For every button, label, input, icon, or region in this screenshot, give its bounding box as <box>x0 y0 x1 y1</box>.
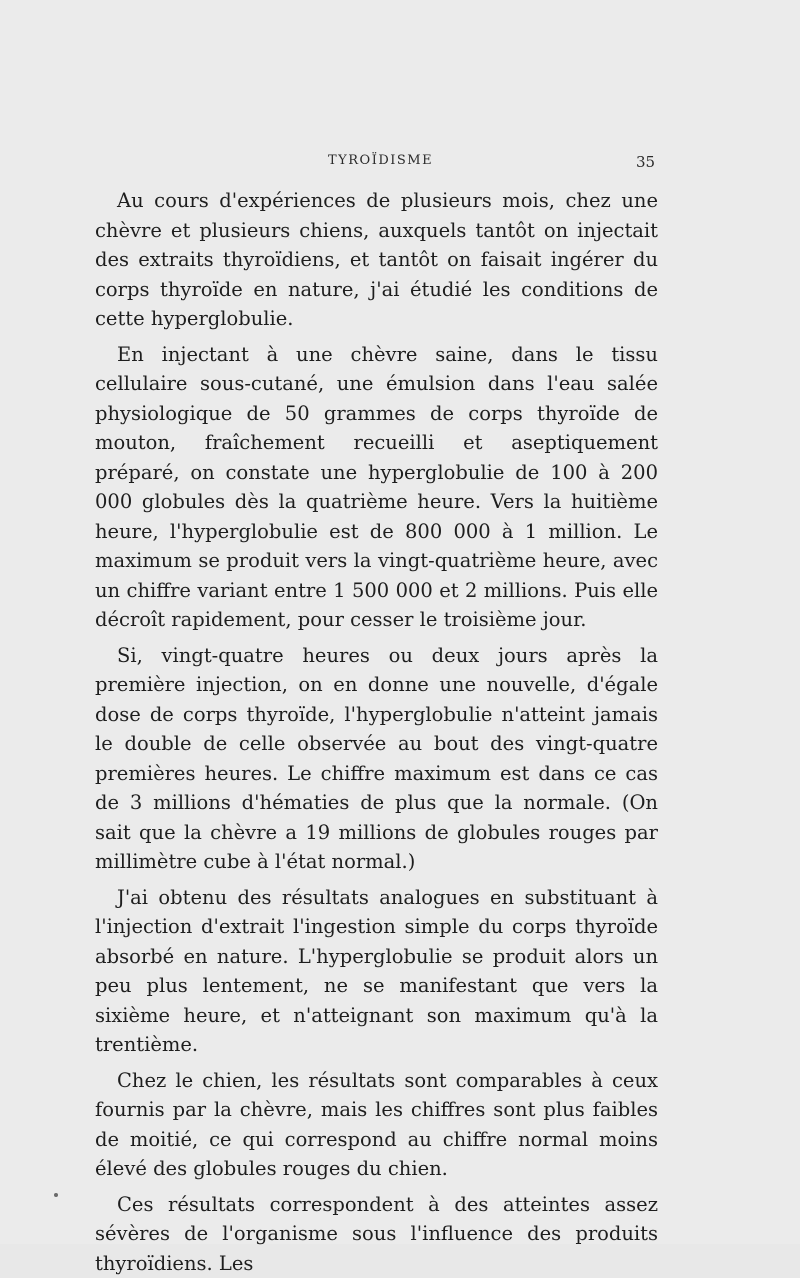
body-text <box>95 186 658 1278</box>
paragraph-5: Chez le chien, les résultats sont comparables à ceux fournis par la chèvre, mais les chiffres sont plus faibles de moitié, ce qui correspond au chiffre normal moins élevé des globules rouges du chien. <box>95 1066 658 1184</box>
paragraph-3: Si, vingt-quatre heures ou deux jours après la première injection, on en donne une nouvelle, d'égale dose de corps thyroïde, l'hyperglobulie n'atteint jamais le double de celle observée au bout des vingt-quatre premières heures. Le chiffre maximum est dans ce cas de 3 millions d'hématies de plus que la normale. (On sait que la chèvre a 19 millions de globules rouges par millimètre cube à l'état normal.) <box>95 641 658 877</box>
page-number: 35 <box>636 153 655 171</box>
paragraph-4: J'ai obtenu des résultats analogues en substituant à l'injection d'extrait l'ingestion simple du corps thyroïde absorbé en nature. L'hyperglobulie se produit alors un peu plus lentement, ne se manifestant que vers la sixième heure, et n'atteignant son maximum qu'à la trentième. <box>95 883 658 1060</box>
paragraph-2: En injectant à une chèvre saine, dans le tissu cellulaire sous-cutané, une émulsion dans l'eau salée physiologique de 50 grammes de corps thyroïde de mouton, fraîchement recueilli et aseptiquement préparé, on constate une hyperglobulie de 100 à 200 000 globules dès la quatrième heure. Vers la huitième heure, l'hyperglobulie est de 800 000 à 1 million. Le maximum se produit vers la vingt-quatrième heure, avec un chiffre variant entre 1 500 000 et 2 millions. Puis elle décroît rapidement, pour cesser le troisième jour. <box>95 340 658 635</box>
paragraph-1: Au cours d'expériences de plusieurs mois, chez une chèvre et plusieurs chiens, auxquels tantôt on injectait des extraits thyroïdiens, et tantôt on faisait ingérer du corps thyroïde en nature, j'ai étudié les conditions de cette hyperglobulie. <box>95 186 658 334</box>
paper-speck <box>54 1193 58 1197</box>
running-title: TYROÏDISME <box>328 153 433 168</box>
paragraph-6: Ces résultats correspondent à des atteintes assez sévères de l'organisme sous l'influence des produits thyroïdiens. Les <box>95 1190 658 1278</box>
